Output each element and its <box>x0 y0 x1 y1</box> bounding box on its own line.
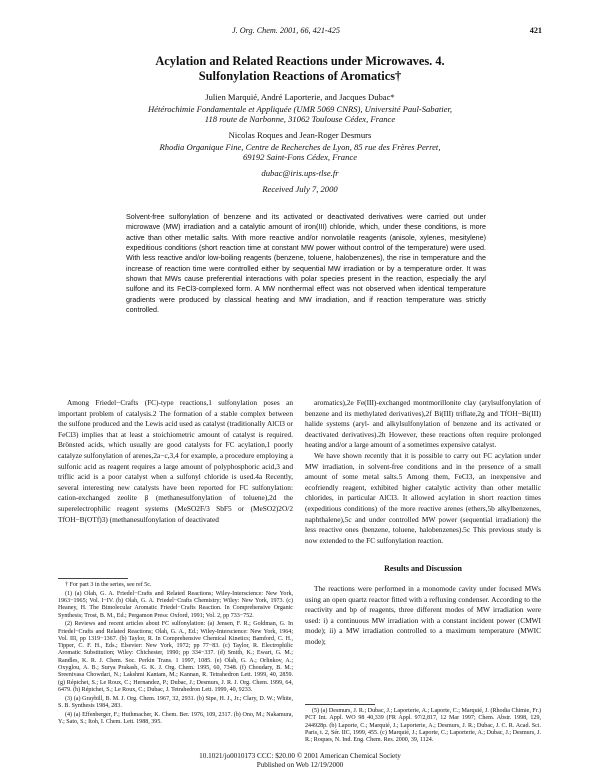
received-date: Received July 7, 2000 <box>262 184 338 194</box>
abstract: Solvent-free sulfonylation of benzene and its activated or deactivated derivatives were carried out under microwave (MW) irradiation and a catalytic amount of iron(III) chloride, which, under these conditions, is more active than other metallic salts. With more reactive and/or nonvolatile reagents (anisole, xylenes, mesitylene) expeditious conditions (short reaction time at constant MW power without control of the temperature) were used. With less reactive and/or low-boiling reagents (benzene, toluene, halobenzenes), the rise in temperature and the increase of reaction time were controlled either by sequential MW irradiation or by a temperature order. It was shown that MWs cause preferential interactions with polar species present in the reaction, especially the aryl sulfone and its FeCl3-complexed form. A MW nonthermal effect was not observed when identical temperature gradients were produced by classical heating and MW irradiation, and if reaction temperature was strictly controlled. <box>126 213 486 315</box>
section-heading-results: Results and Discussion <box>384 564 462 573</box>
contact-email: dubac@iris.ups-tlse.fr <box>261 168 339 178</box>
footnote: (3) (a) Graybill, B. M. J. Org. Chem. 1967, 32, 2931. (b) Sipe, H. J., Jr.; Clary, D. W.; White, S. B. Synthesis 1984, 283. <box>58 695 293 709</box>
footnotes-left <box>58 582 293 728</box>
footer-published: Published on Web 12/19/2000 <box>256 761 344 769</box>
footnote-rule-left <box>58 578 128 579</box>
page-number: 421 <box>529 26 542 35</box>
affiliation-2-line-1: Rhodia Organique Fine, Centre de Recherches de Lyon, 85 rue des Frères Perret, <box>159 142 441 152</box>
title-line-1: Acylation and Related Reactions under Microwaves. 4. <box>155 54 445 68</box>
affiliation-1-line-1: Hétérochimie Fondamentale et Appliquée (UMR 5069 CNRS), Université Paul-Sabatier, <box>147 104 453 114</box>
left-column <box>58 398 293 525</box>
footnotes-right <box>305 708 541 746</box>
footnote: † For part 3 in the series, see ref 5c. <box>65 582 152 588</box>
footnote: (1) (a) Olah, G. A. Friedel−Crafts and Related Reactions; Wiley-Interscience: New York, 1963−1965; Vol. I−IV. (b) Olah, G. A. Friedel−Crafts Chemistry; Wiley: New York, 1973. (c) Heaney, H. The Bimolecular Aromatic Friedel−Crafts Reaction. In Comprehensive Organic Synthesis; Trost, B. M., Ed.; Pergamon Press: Oxford, 1991; Vol. 2, pp 733−752. <box>58 590 293 619</box>
intro-paragraph-1: Among Friedel−Crafts (FC)-type reactions,1 sulfonylation poses an important problem of catalysis.2 The formation of a stable complex between the sulfone produced and the Lewis acid used as catalyst (traditionally AlCl3 or FeCl3) implies that at least a stoichiometric amount of catalyst is required. Brönsted acids, which usually are good catalysts for FC acylation,1 poorly catalyze sulfonylation of arenes,2a−c,3,4 for example, a procedure employing a sulfonic acid as reagent requires a large amount of polyphosphoric acid,3 and triflic acid is a poor catalyst when a sulfonyl chloride is used.4a Recently, several interesting new catalysts have been reported for FC sulfonylation: cation-exchanged zeolite β (methanesulfonylation of toluene),2d the superelectrophilic reagent systems (MeSO2F/3 SbF5 or (MeSO2)2O/2 TfOH−B(OTf)3) (methanesulfonylation of deactivated <box>58 398 293 524</box>
title-line-2: Sulfonylation Reactions of Aromatics† <box>198 69 402 83</box>
running-header: J. Org. Chem. 2001, 66, 421-425 <box>232 26 340 35</box>
affiliation-1-line-2: 118 route de Narbonne, 31062 Toulouse Cédex, France <box>204 114 396 124</box>
footnote: (2) Reviews and recent articles about FC sulfonylation: (a) Jensen, F. R.; Goldman, G. In Friedel−Crafts and Related Reactions; Olah, G. A., Ed.; Wiley-Interscience: New York, 1964; Vol. III, pp 1319−1367. (b) Taylor, R. In Comprehensive Chemical Kinetics; Bamford, C. H., Tipper, C. F. H., Eds.; Elsevier: New York, 1972; pp 77−83. (c) Taylor, R. Electrophilic Aromatic Substitution; Wiley: Chichester, 1990; pp 334−337. (d) Smith, K.; Ewart, G. M.; Randles, K. R. J. Chem. Soc. Perkin Trans. 1 1997, 1085. (e) Olah, G. A.; Orlinkov, A.; Oxyglou, A. B.; Surya Prakash, G. K. J. Org. Chem. 1995, 60, 7348. (f) Choudary, B. M.; Sreenivasa Chowdari, N.; Lakshmi Kantam, M.; Kannan, R. Tetrahedron Lett. 1999, 40, 2859. (g) Répichet, S.; Le Roux, C.; Hernandez, P.; Dubac, J.; Desmurs, J. R. J. Org. Chem. 1999, 64, 6479. (h) Répichet, S.; Le Roux, C.; Dubac, J. Tetrahedron Lett. 1999, 40, 9233. <box>58 621 293 693</box>
author-group-2: Nicolas Roques and Jean-Roger Desmurs <box>228 130 372 140</box>
right-column <box>305 398 541 546</box>
footnote: (4) (a) Effenberger, F.; Huthmacher, K. Chem. Ber. 1976, 109, 2317. (b) Ono, M.; Nakamura, Y.; Sato, S.; Itoh, I. Chem. Lett. 1988, 395. <box>58 711 293 725</box>
affiliation-2-line-2: 69192 Saint-Fons Cédex, France <box>242 152 358 162</box>
footnote-rule-right <box>305 704 375 705</box>
article-title <box>80 54 520 84</box>
footer-doi: 10.1021/jo0010173 CCC: $20.00 © 2001 American Chemical Society <box>199 752 401 760</box>
footnote: (5) (a) Desmurs, J. R.; Dubac, J.; Laporterie, A.; Laporte, C.; Marquié, J. (Rhodia Chimie, Fr.) PCT Int. Appl. WO 98 40,339 (FR Appl. 97/2,817, 12 Mar 1997; Chem. Abstr. 1998, 129, 244928p. (b) Laporte, C.; Marquié, J.; Laporterie, A.; Desmurs, J. R.; Dubac, J. C. R. Acad. Sci. Paris, t. 2, Sér. IIC, 1999, 455. (c) Marquié, J.; Laporte, C.; Laporterie, A.; Dubac, J.; Desmurs, J. R.; Roques, N. Ind. Eng. Chem. Res. 2000, 39, 1124. <box>305 708 541 744</box>
author-group-1: Julien Marquié, André Laporterie, and Jacques Dubac* <box>205 92 395 102</box>
results-paragraph-1: The reactions were performed in a monomode cavity under focused MWs using an open quartz reactor fitted with a refluxing condenser. According to the reactivity and bp of reagents, three different modes of MW irradiation were used: i) a continuous MW irradiation with a constant incident power (CMWI mode); ii) a MW irradiation controlled to a maximum temperature (MWIC mode); <box>305 584 541 646</box>
results-column <box>305 584 541 648</box>
intro-paragraph-3: We have shown recently that it is possible to carry out FC acylation under MW irradiation, in solvent-free conditions and in the presence of a small amount of some metal salts.5 Among them, FeCl3, an inexpensive and ecofriendly reagent, exhibited higher catalytic activity than other metallic chlorides, in particular AlCl3. It allowed acylation in short reaction times (expeditious conditions) of the more reactive arenes (ethers,5b alkylbenzenes, naphthalene),5c and under controlled MW power (sequential irradiation) the less reactive ones (benzene, toluene, halobenzenes).5c This previous study is now extended to the FC sulfonylation reaction. <box>305 450 541 545</box>
intro-paragraph-2: aromatics),2e Fe(III)-exchanged montmorillonite clay (arylsulfonylation of benzene and its methylated derivatives),2f Bi(III) triflate,2g and TfOH−Bi(III) halide systems (aryl- and alkylsulfonylation of benzene and its activated or deactivated derivatives).2h However, these reactions often require prolonged heating and/or a large amount of a sometimes expensive catalyst. <box>305 398 541 450</box>
